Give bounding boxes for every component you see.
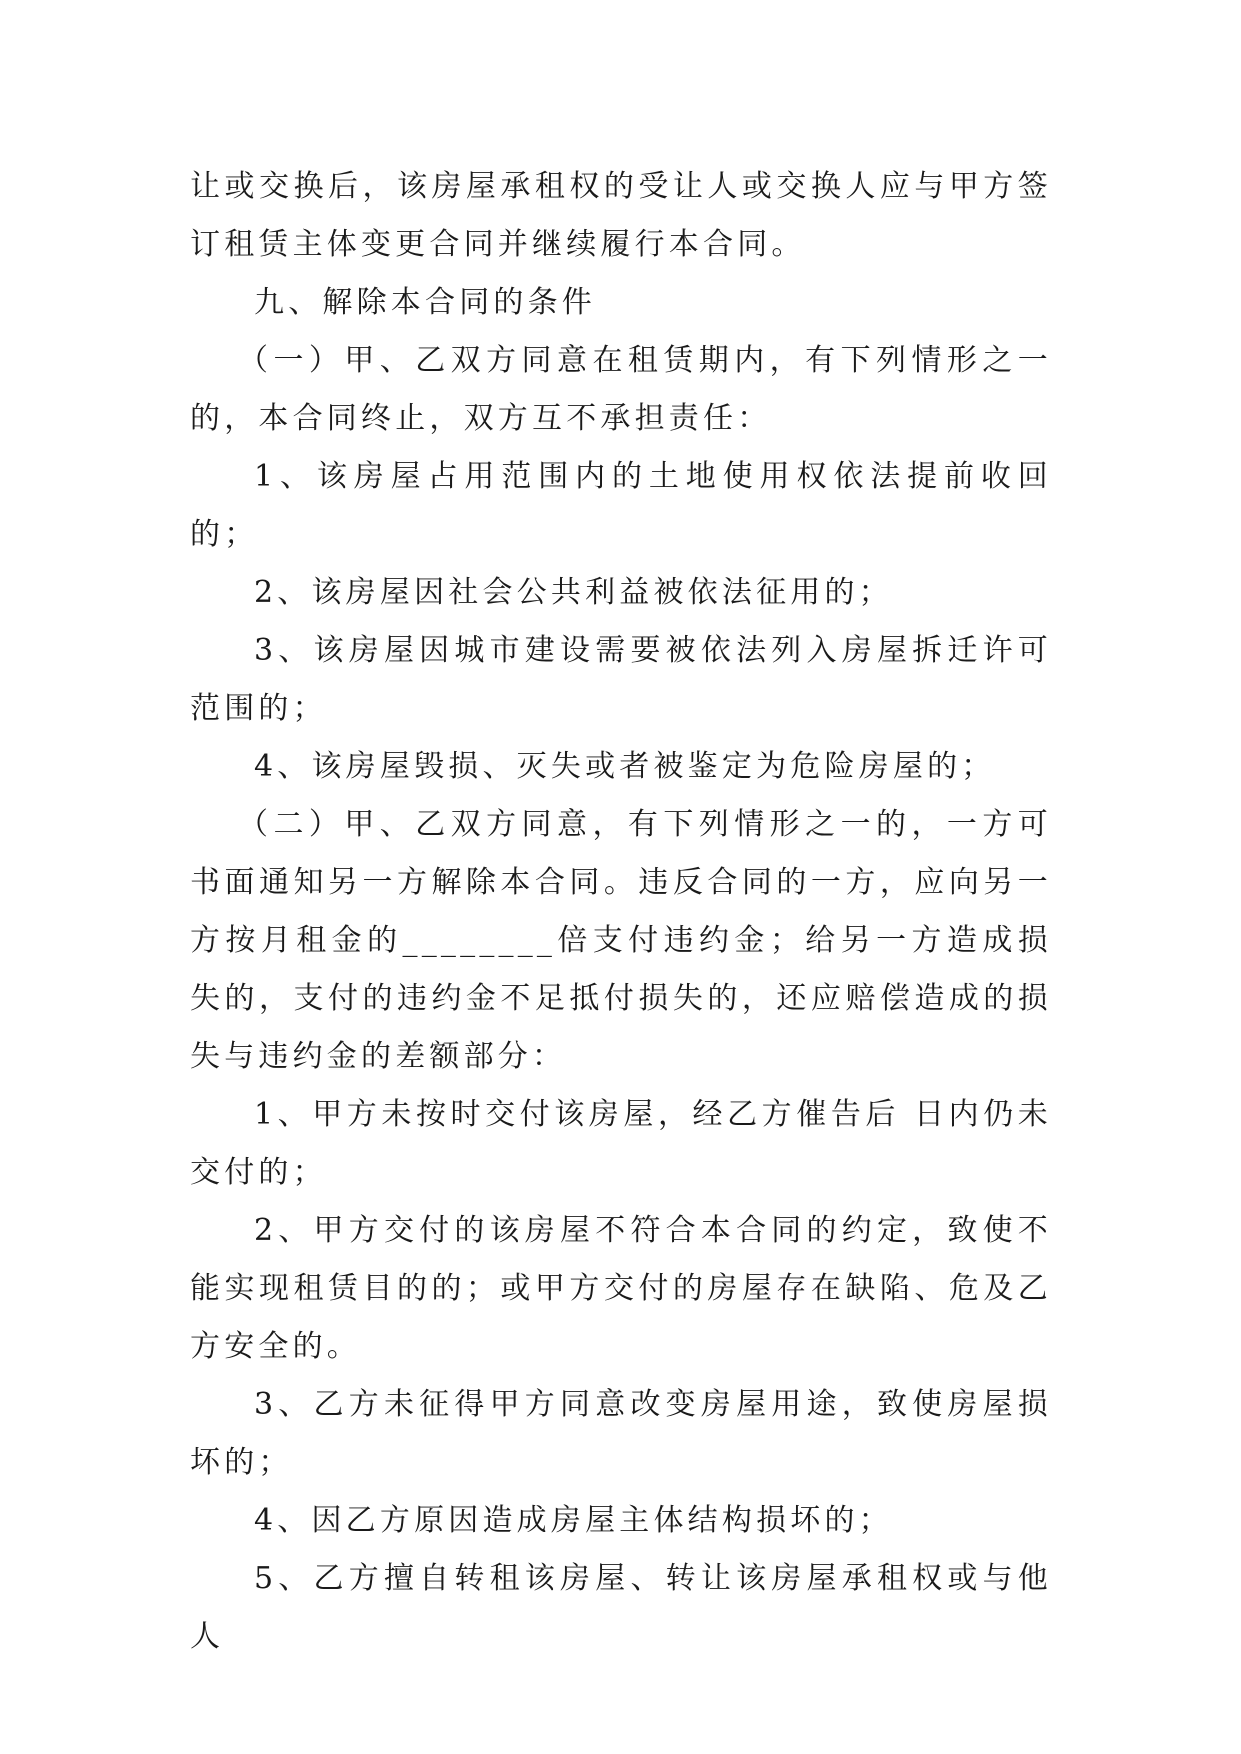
document-body: [190, 158, 1052, 1666]
clause-1-intro: （一）甲、乙双方同意在租赁期内，有下列情形之一的，本合同终止，双方互不承担责任：: [190, 343, 1052, 436]
clause-1-item-3: 3、该房屋因城市建设需要被依法列入房屋拆迁许可范围的；: [190, 633, 1052, 726]
clause-2-item-1: 1、甲方未按时交付该房屋，经乙方催告后 日内仍未交付的；: [190, 1097, 1052, 1190]
clause-2-item-3: 3、乙方未征得甲方同意改变房屋用途，致使房屋损坏的；: [190, 1387, 1052, 1480]
clause-2-intro: （二）甲、乙双方同意，有下列情形之一的，一方可书面通知另一方解除本合同。违反合同的一方，应向另一方按月租金的________倍支付违约金；给另一方造成损失的，支付的违约金不足抵付损失的，还应赔偿造成的损失与违约金的差额部分：: [190, 807, 1052, 1074]
clause-1-item-4: 4、该房屋毁损、灭失或者被鉴定为危险房屋的；: [254, 749, 996, 784]
clause-2-item-5: 5、乙方擅自转租该房屋、转让该房屋承租权或与他人: [190, 1561, 1052, 1654]
clause-2-item-4: 4、因乙方原因造成房屋主体结构损坏的；: [254, 1503, 893, 1538]
clause-1-item-2: 2、该房屋因社会公共利益被依法征用的；: [254, 575, 893, 610]
clause-1-item-1: 1、该房屋占用范围内的土地使用权依法提前收回的；: [190, 459, 1052, 552]
section-heading-9: 九、解除本合同的条件: [254, 285, 596, 320]
clause-2-item-2: 2、甲方交付的该房屋不符合本合同的约定，致使不能实现租赁目的的；或甲方交付的房屋存在缺陷、危及乙方安全的。: [190, 1213, 1052, 1364]
paragraph-continuation: 让或交换后，该房屋承租权的受让人或交换人应与甲方签订租赁主体变更合同并继续履行本合同。: [190, 169, 1052, 262]
